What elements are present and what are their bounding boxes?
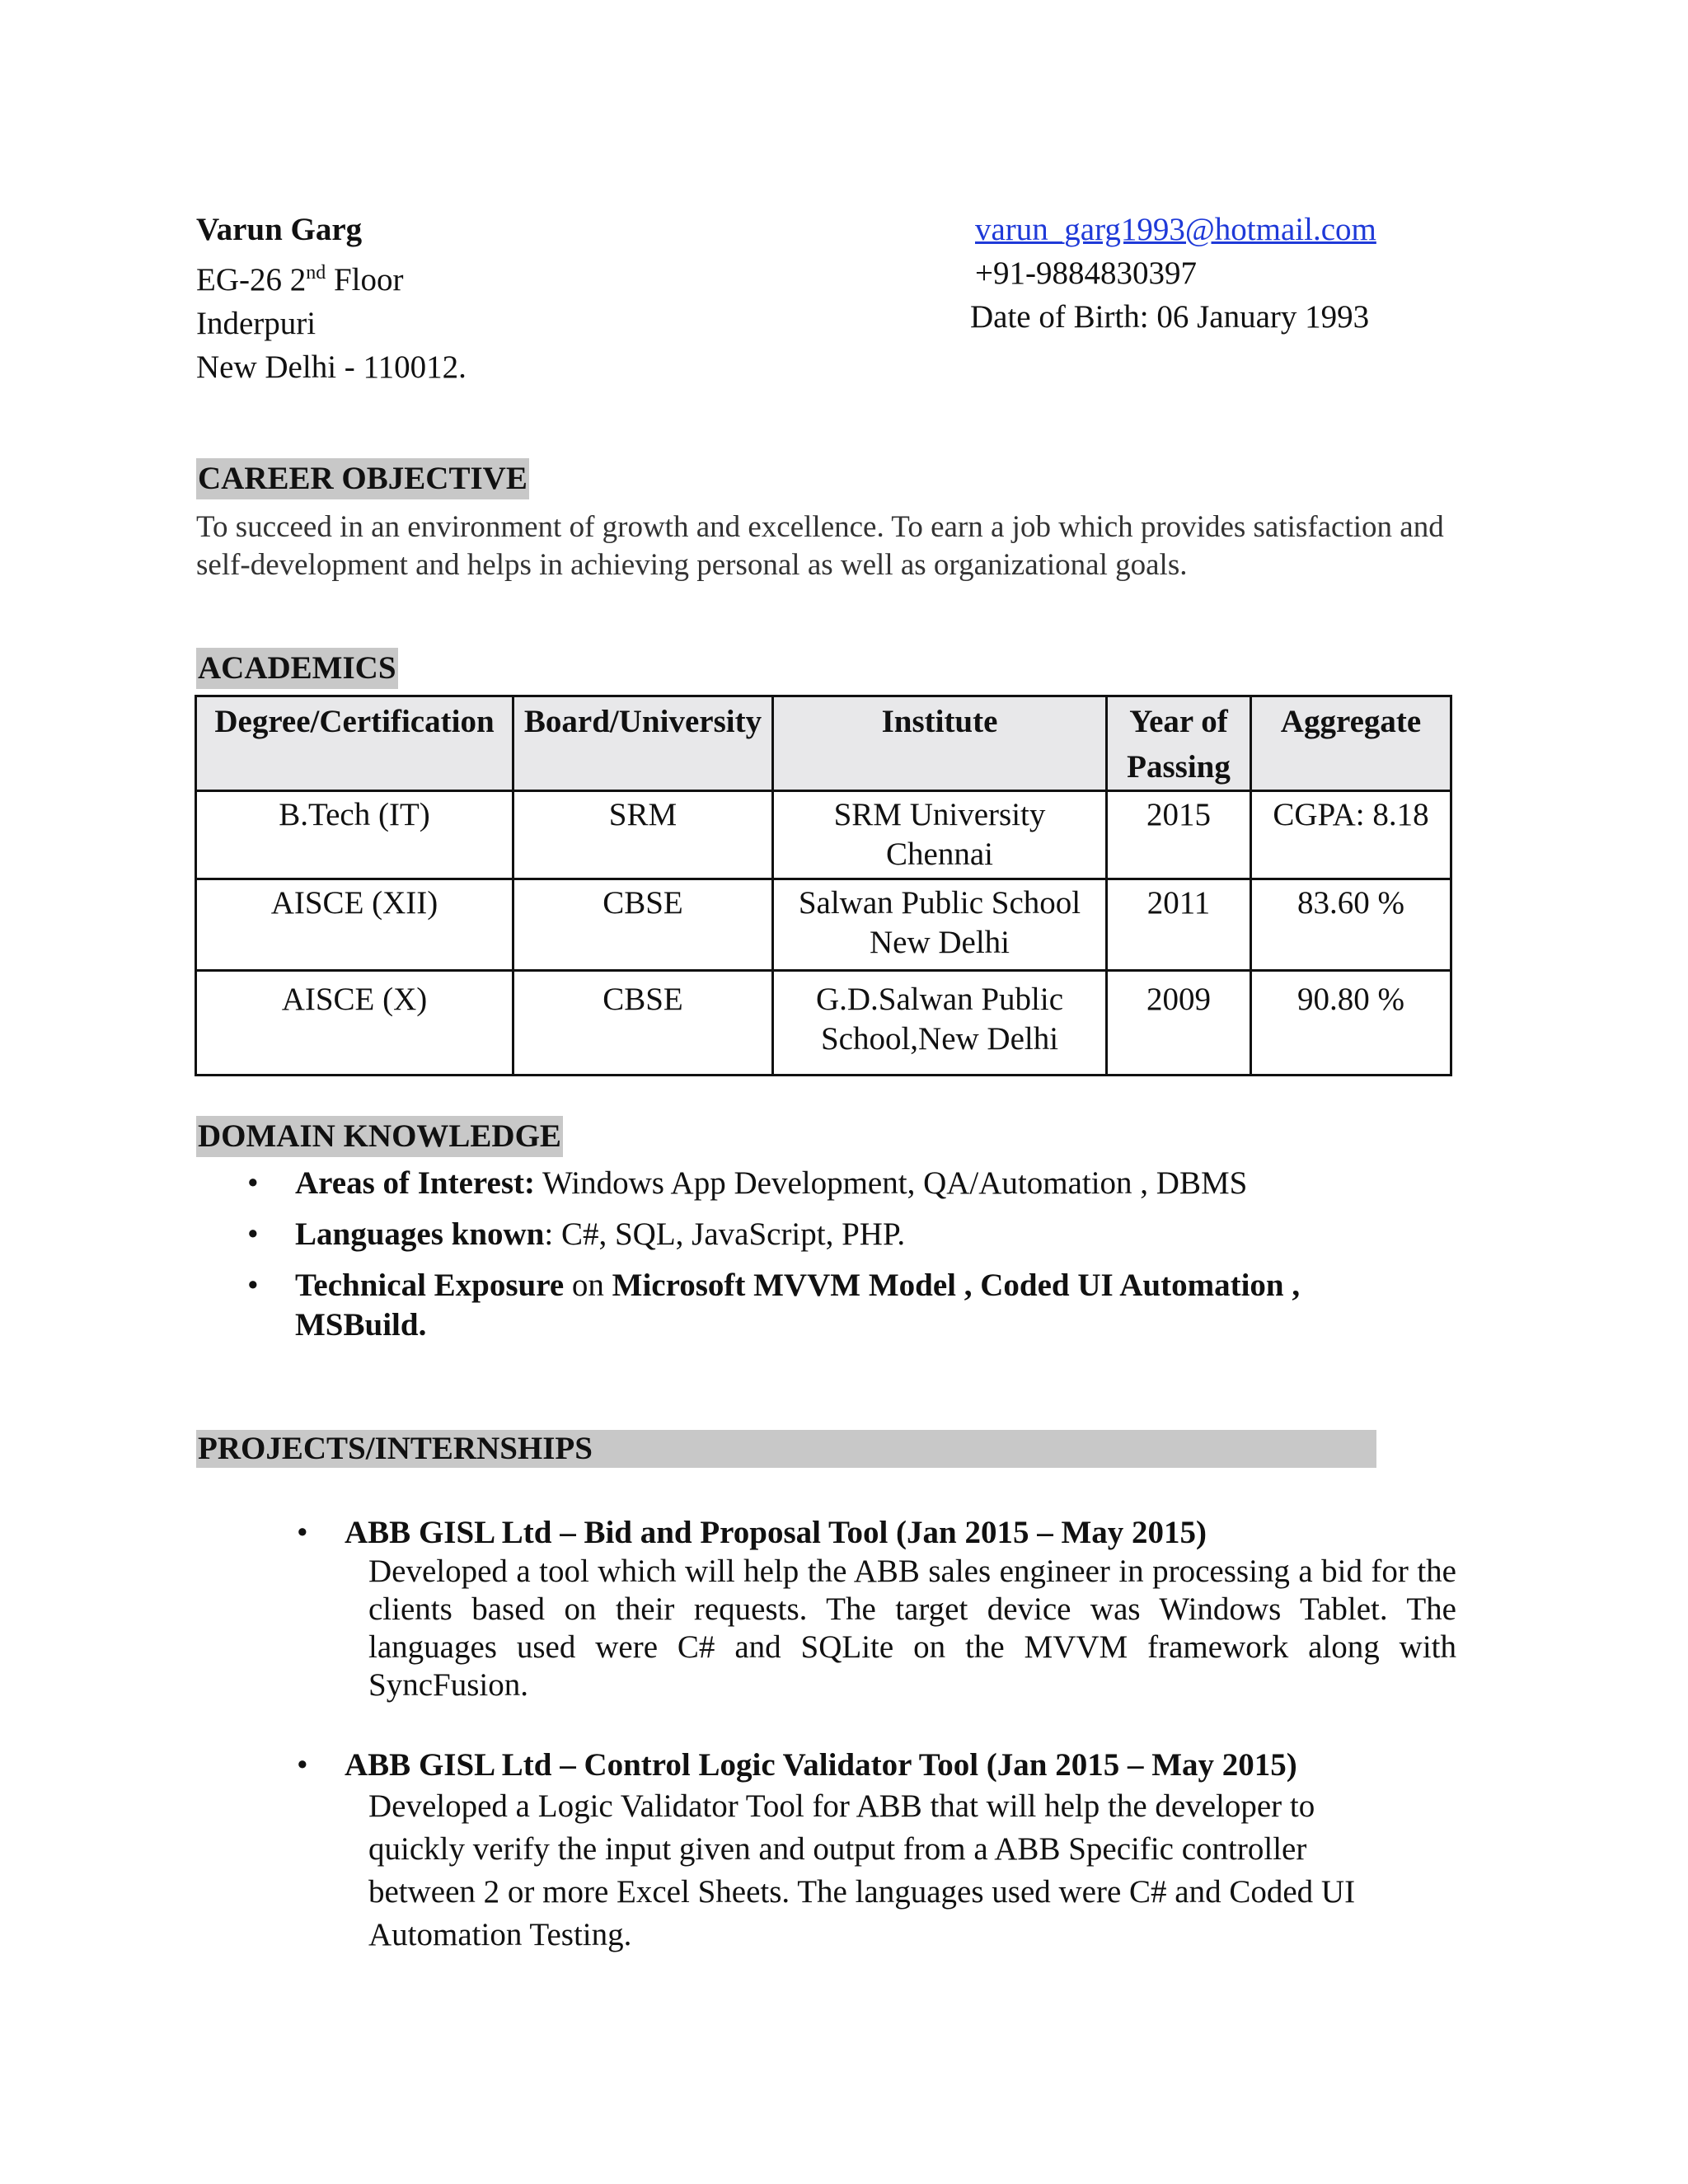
item-text: Windows App Development, QA/Automation , DBMS bbox=[534, 1165, 1248, 1201]
phone-number: +91-9884830397 bbox=[975, 255, 1197, 291]
item-label: Areas of Interest: bbox=[295, 1165, 535, 1201]
cell-degree: AISCE (XII) bbox=[196, 879, 513, 971]
col-aggregate: Aggregate bbox=[1251, 696, 1451, 791]
domain-knowledge-heading: DOMAIN KNOWLEDGE bbox=[196, 1116, 563, 1157]
address-line-1 bbox=[196, 251, 467, 302]
project-item bbox=[297, 1746, 1399, 1957]
address-line-2: Inderpuri bbox=[196, 306, 316, 341]
institute-line-2: New Delhi bbox=[869, 925, 1010, 960]
col-board: Board/University bbox=[513, 696, 773, 791]
table-row bbox=[196, 791, 1451, 879]
cell-board: SRM bbox=[513, 791, 773, 879]
project-item bbox=[297, 1513, 1456, 1704]
table-header-row bbox=[196, 696, 1451, 791]
projects-heading: PROJECTS/INTERNSHIPS bbox=[196, 1430, 1376, 1468]
email-link[interactable]: varun_garg1993@hotmail.com bbox=[975, 212, 1376, 247]
address-line-1-suffix: Floor bbox=[326, 262, 404, 298]
cell-year: 2011 bbox=[1107, 879, 1251, 971]
institute-line-1: Salwan Public School bbox=[798, 885, 1081, 921]
cell-institute bbox=[773, 791, 1107, 879]
item-label: Technical Exposure bbox=[295, 1268, 565, 1303]
cell-institute bbox=[773, 971, 1107, 1076]
list-item bbox=[247, 1266, 1391, 1345]
item-text: : C#, SQL, JavaScript, PHP. bbox=[544, 1216, 906, 1252]
project-description: Developed a tool which will help the ABB sales engineer in processing a bid for the clients based on their requests. The target device was Windows Tablet. The languages used were C# and SQLite on the MVVM framework along with SyncFusion. bbox=[368, 1554, 1456, 1703]
career-objective-text: To succeed in an environment of growth and excellence. To earn a job which provides satisfaction and self-development and helps in achieving personal as well as organizational goals. bbox=[196, 510, 1444, 582]
cell-year: 2009 bbox=[1107, 971, 1251, 1076]
applicant-name: Varun Garg bbox=[196, 212, 363, 247]
cell-aggregate: 90.80 % bbox=[1251, 971, 1451, 1076]
cell-aggregate: CGPA: 8.18 bbox=[1251, 791, 1451, 879]
project-description: Developed a Logic Validator Tool for ABB that will help the developer to quickly verify the input given and output from a ABB Specific controller between 2 or more Excel Sheets. The languages used were C# and Coded UI Automation Testing. bbox=[368, 1788, 1356, 1952]
address-line-1-sup: nd bbox=[306, 262, 326, 284]
project-title: • ABB GISL Ltd – Control Logic Validator Tool (Jan 2015 – May 2015) bbox=[297, 1746, 1399, 1785]
cell-board: CBSE bbox=[513, 879, 773, 971]
date-of-birth: Date of Birth: 06 January 1993 bbox=[970, 299, 1370, 335]
cell-aggregate: 83.60 % bbox=[1251, 879, 1451, 971]
academics-table bbox=[195, 695, 1452, 1076]
table-row bbox=[196, 879, 1451, 971]
address-line-1-prefix: EG-26 2 bbox=[196, 262, 307, 298]
institute-line-2: Chennai bbox=[886, 837, 993, 872]
col-degree: Degree/Certification bbox=[196, 696, 513, 791]
cell-degree: B.Tech (IT) bbox=[196, 791, 513, 879]
academics-heading: ACADEMICS bbox=[196, 648, 398, 689]
col-year: Year of Passing bbox=[1107, 696, 1251, 791]
institute-line-2: School,New Delhi bbox=[820, 1021, 1059, 1057]
cell-board: CBSE bbox=[513, 971, 773, 1076]
career-objective-heading: CAREER OBJECTIVE bbox=[196, 458, 529, 499]
item-label: Languages known bbox=[295, 1216, 545, 1252]
list-item bbox=[247, 1215, 1391, 1254]
contact-details-block bbox=[970, 208, 1376, 339]
cell-year: 2015 bbox=[1107, 791, 1251, 879]
institute-line-1: G.D.Salwan Public bbox=[815, 982, 1064, 1017]
table-row bbox=[196, 971, 1451, 1076]
institute-line-1: SRM University bbox=[833, 797, 1046, 832]
item-text: on bbox=[564, 1268, 612, 1303]
contact-address-block bbox=[196, 208, 467, 389]
col-institute: Institute bbox=[773, 696, 1107, 791]
domain-knowledge-list bbox=[247, 1164, 1391, 1357]
address-line-3: New Delhi - 110012. bbox=[196, 349, 467, 385]
cell-degree: AISCE (X) bbox=[196, 971, 513, 1076]
item-bold-tail: Microsoft MVVM Model , Coded UI Automation , MSBuild. bbox=[295, 1268, 1301, 1343]
cell-institute bbox=[773, 879, 1107, 971]
list-item bbox=[247, 1164, 1391, 1203]
project-title: • ABB GISL Ltd – Bid and Proposal Tool (Jan 2015 – May 2015) bbox=[297, 1513, 1456, 1553]
